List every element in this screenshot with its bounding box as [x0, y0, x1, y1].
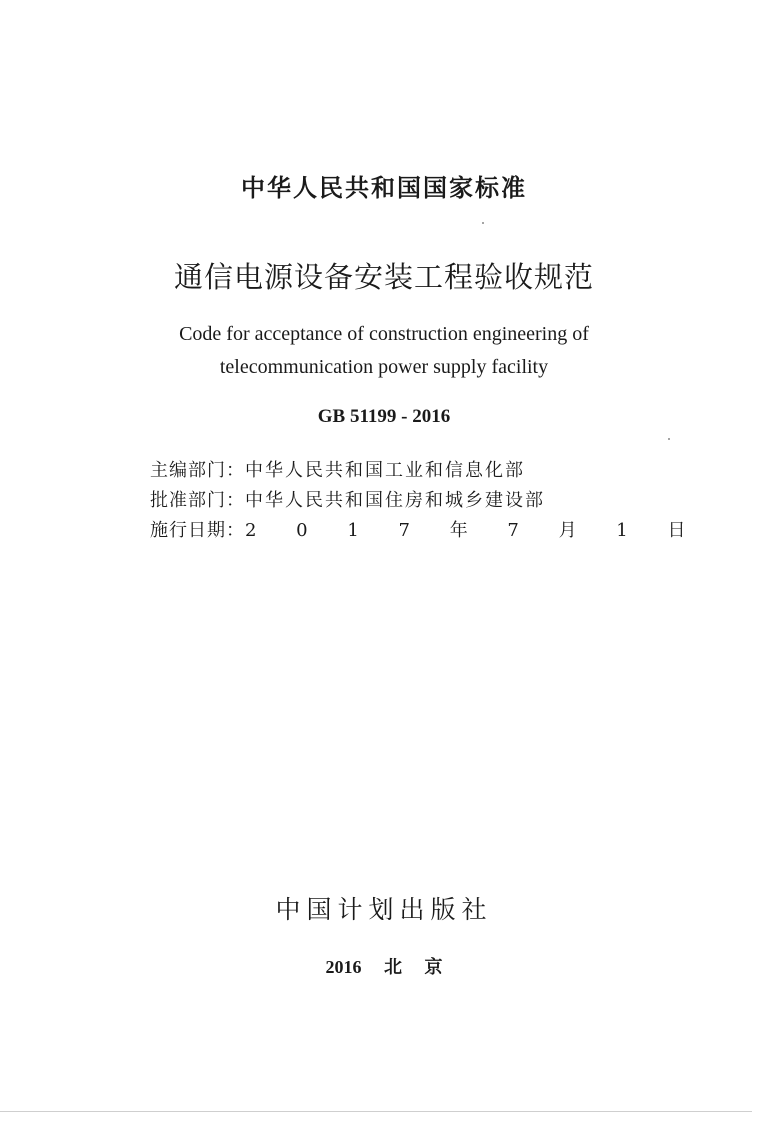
- approver-value: 中华人民共和国住房和城乡建设部: [245, 490, 545, 511]
- metadata-block: [150, 456, 703, 546]
- standard-title-english: [0, 318, 768, 384]
- editor-value: 中华人民共和国工业和信息化部: [245, 460, 525, 481]
- effective-date-value: 2 0 1 7 年 7 月 1 日: [245, 520, 703, 541]
- title-english-line-1: Code for acceptance of construction engineering of: [179, 323, 589, 345]
- page-bottom-rule: [0, 1111, 752, 1112]
- publication-place-year: 2016 北 京: [325, 957, 443, 977]
- editor-row: [150, 456, 703, 486]
- publisher-name: 中国计划出版社: [275, 895, 493, 924]
- editor-label: 主编部门：: [150, 460, 245, 481]
- effective-date-label: 施行日期：: [150, 520, 245, 541]
- scan-speck: [482, 222, 484, 224]
- effective-date-row: [150, 516, 703, 546]
- standard-title-chinese: 通信电源设备安装工程验收规范: [173, 260, 594, 294]
- scan-speck: [668, 438, 670, 440]
- standard-number: GB 51199 - 2016: [317, 406, 451, 427]
- approver-label: 批准部门：: [150, 490, 245, 511]
- approver-row: [150, 486, 703, 516]
- national-standard-heading: 中华人民共和国国家标准: [241, 174, 527, 202]
- title-english-line-2: telecommunication power supply facility: [219, 356, 549, 378]
